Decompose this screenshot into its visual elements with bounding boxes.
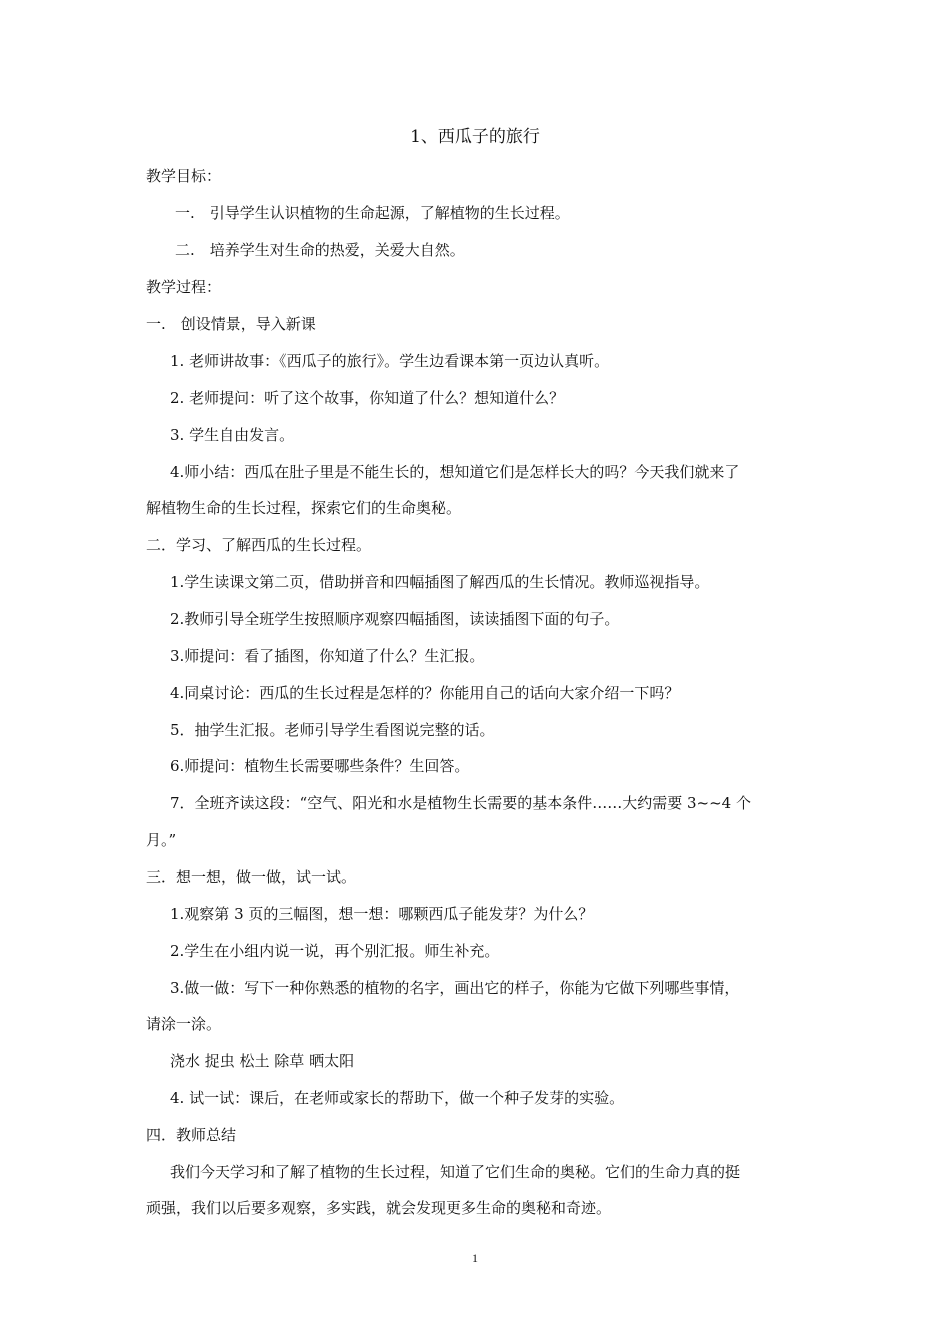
part-2-heading: 二．学习、了解西瓜的生长过程。 (146, 536, 372, 554)
page-number: 1 (472, 1251, 478, 1265)
part-2-step-4: 4.同桌讨论：西瓜的生长过程是怎样的？你能用自己的话向大家介绍一下吗？ (170, 684, 680, 702)
part-3-step-4: 4. 试一试：课后，在老师或家长的帮助下，做一个种子发芽的实验。 (170, 1089, 625, 1107)
document-title: 1、西瓜子的旅行 (410, 127, 540, 147)
part-2-step-2: 2.教师引导全班学生按照顺序观察四幅插图，读读插图下面的句子。 (170, 610, 620, 628)
part-1-heading: 一. 创设情景，导入新课 (146, 315, 316, 333)
part-2-step-7-cont: 月。” (146, 831, 177, 849)
part-3-step-3-cont: 请涂一涂。 (146, 1015, 222, 1033)
part-2-step-7: 7．全班齐读这段：“空气、阳光和水是植物生长需要的基本条件……大约需要 3~~4 个 (170, 794, 751, 812)
part-1-step-4-cont: 解植物生命的生长过程，探索它们的生命奥秘。 (146, 499, 462, 517)
part-3-step-3: 3.做一做：写下一种你熟悉的植物的名字，画出它的样子，你能为它做下列哪些事情， (170, 979, 740, 997)
part-3-step-2: 2.学生在小组内说一说，再个别汇报。师生补充。 (170, 942, 500, 960)
summary-paragraph-line-1: 我们今天学习和了解了植物的生长过程，知道了它们生命的奥秘。它们的生命力真的挺 (170, 1163, 741, 1181)
part-3-heading: 三．想一想，做一做，试一试。 (146, 868, 357, 886)
part-4-heading: 四．教师总结 (146, 1126, 237, 1144)
part-2-step-5: 5．抽学生汇报。老师引导学生看图说完整的话。 (170, 721, 495, 739)
summary-paragraph-line-2: 顽强，我们以后要多观察，多实践，就会发现更多生命的奥秘和奇迹。 (146, 1199, 612, 1217)
part-1-step-1: 1. 老师讲故事：《西瓜子的旅行》。学生边看课本第一页边认真听。 (170, 352, 610, 370)
part-1-step-2: 2. 老师提问：听了这个故事，你知道了什么？想知道什么？ (170, 389, 565, 407)
section-heading-objectives: 教学目标： (146, 167, 222, 185)
activity-options: 浇水 捉虫 松土 除草 晒太阳 (170, 1052, 355, 1070)
part-2-step-1: 1.学生读课文第二页，借助拼音和四幅插图了解西瓜的生长情况。教师巡视指导。 (170, 573, 710, 591)
part-1-step-3: 3. 学生自由发言。 (170, 426, 295, 444)
part-2-step-3: 3.师提问：看了插图，你知道了什么？生汇报。 (170, 647, 485, 665)
section-heading-process: 教学过程： (146, 278, 222, 296)
objective-item-2: 二. 培养学生对生命的热爱，关爱大自然。 (175, 241, 465, 259)
part-3-step-1: 1.观察第 3 页的三幅图，想一想：哪颗西瓜子能发芽？为什么？ (170, 905, 594, 923)
part-2-step-6: 6.师提问：植物生长需要哪些条件？生回答。 (170, 757, 470, 775)
objective-item-1: 一. 引导学生认识植物的生命起源，了解植物的生长过程。 (175, 204, 570, 222)
part-1-step-4: 4.师小结：西瓜在肚子里是不能生长的，想知道它们是怎样长大的吗？今天我们就来了 (170, 463, 740, 481)
